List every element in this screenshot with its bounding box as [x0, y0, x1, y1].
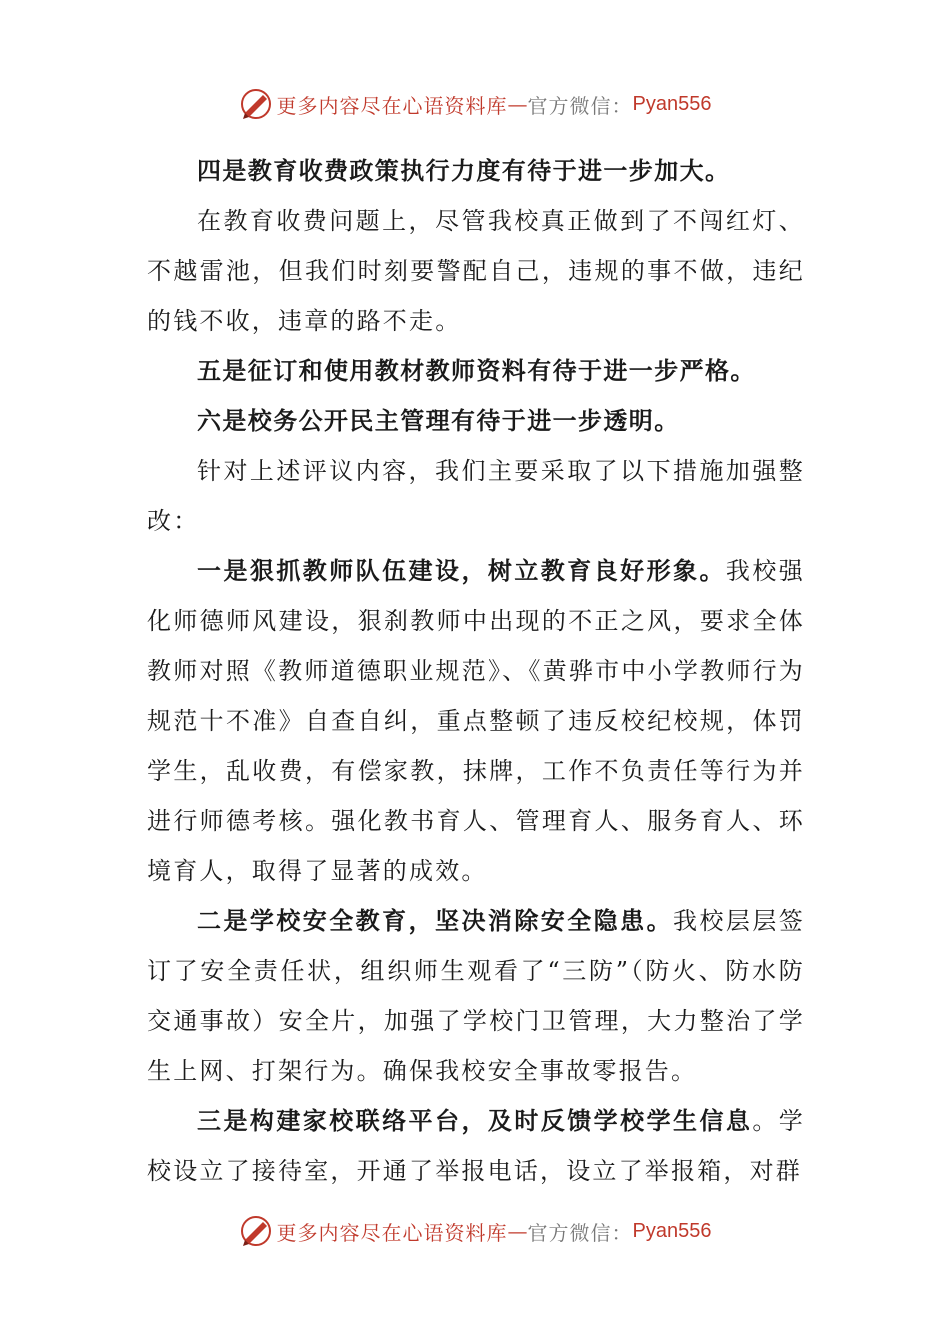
- paragraph-heading-5: 五是征订和使用教材教师资料有待于进一步严格。: [197, 356, 756, 385]
- paragraph-measures-intro: 针对上述评议内容，我们主要采取了以下措施加强整改：: [147, 457, 805, 535]
- paragraph-measure-1: [147, 546, 805, 896]
- banner-separator: —: [507, 92, 528, 116]
- measure-1-title: 一是狠抓教师队伍建设，树立教育良好形象。: [197, 556, 726, 585]
- paragraph-heading-4: 四是教育收费政策执行力度有待于进一步加大。: [197, 156, 731, 185]
- measure-1-text: 我校强化师德师风建设，狠刹教师中出现的不正之风，要求全体教师对照《教师道德职业规范》、《黄骅市中小学教师行为规范十不准》自查自纠，重点整顿了违反校纪校规，体罚学生，乱收费，有偿家教，抹牌，工作不负责任等行为并进行师德考核。强化教书育人、管理育人、服务育人、环境育人，取得了显著的成效。: [147, 557, 805, 885]
- banner-label: 官方微信：: [527, 1220, 633, 1245]
- banner-label: 官方微信：: [527, 93, 633, 118]
- footer-banner: [0, 1211, 950, 1251]
- banner-separator: —: [507, 1219, 528, 1243]
- pen-logo-icon: [239, 1214, 273, 1248]
- paragraph-fee: 在教育收费问题上，尽管我校真正做到了不闯红灯、不越雷池，但我们时刻要警配自己，违规的事不做，违纪的钱不收，违章的路不走。: [147, 207, 805, 335]
- banner-wechat-id: Pyan556: [632, 92, 712, 115]
- measure-2-text: 我校层层签订了安全责任状，组织师生观看了“三防”（防火、防水防交通事故）安全片，加强了学校门卫管理，大力整治了学生上网、打架行为。确保我校安全事故零报告。: [147, 907, 805, 1085]
- banner-wechat-id: Pyan556: [632, 1219, 712, 1242]
- measure-3-text: 。学校设立了接待室，开通了举报电话，设立了举报箱，对群: [147, 1107, 806, 1185]
- measure-2-title: 二是学校安全教育，坚决消除安全隐患。: [197, 906, 674, 935]
- header-banner: [0, 84, 950, 124]
- paragraph-measure-2: [147, 896, 805, 1096]
- paragraph-measure-3: [147, 1096, 805, 1196]
- banner-text: 更多内容尽在心语资料库: [276, 93, 508, 118]
- document-body: [147, 146, 805, 1196]
- banner-text: 更多内容尽在心语资料库: [276, 1220, 508, 1245]
- pen-logo-icon: [239, 87, 273, 121]
- paragraph-heading-6: 六是校务公开民主管理有待于进一步透明。: [197, 406, 680, 435]
- measure-3-title: 三是构建家校联络平台，及时反馈学校学生信息: [197, 1106, 753, 1135]
